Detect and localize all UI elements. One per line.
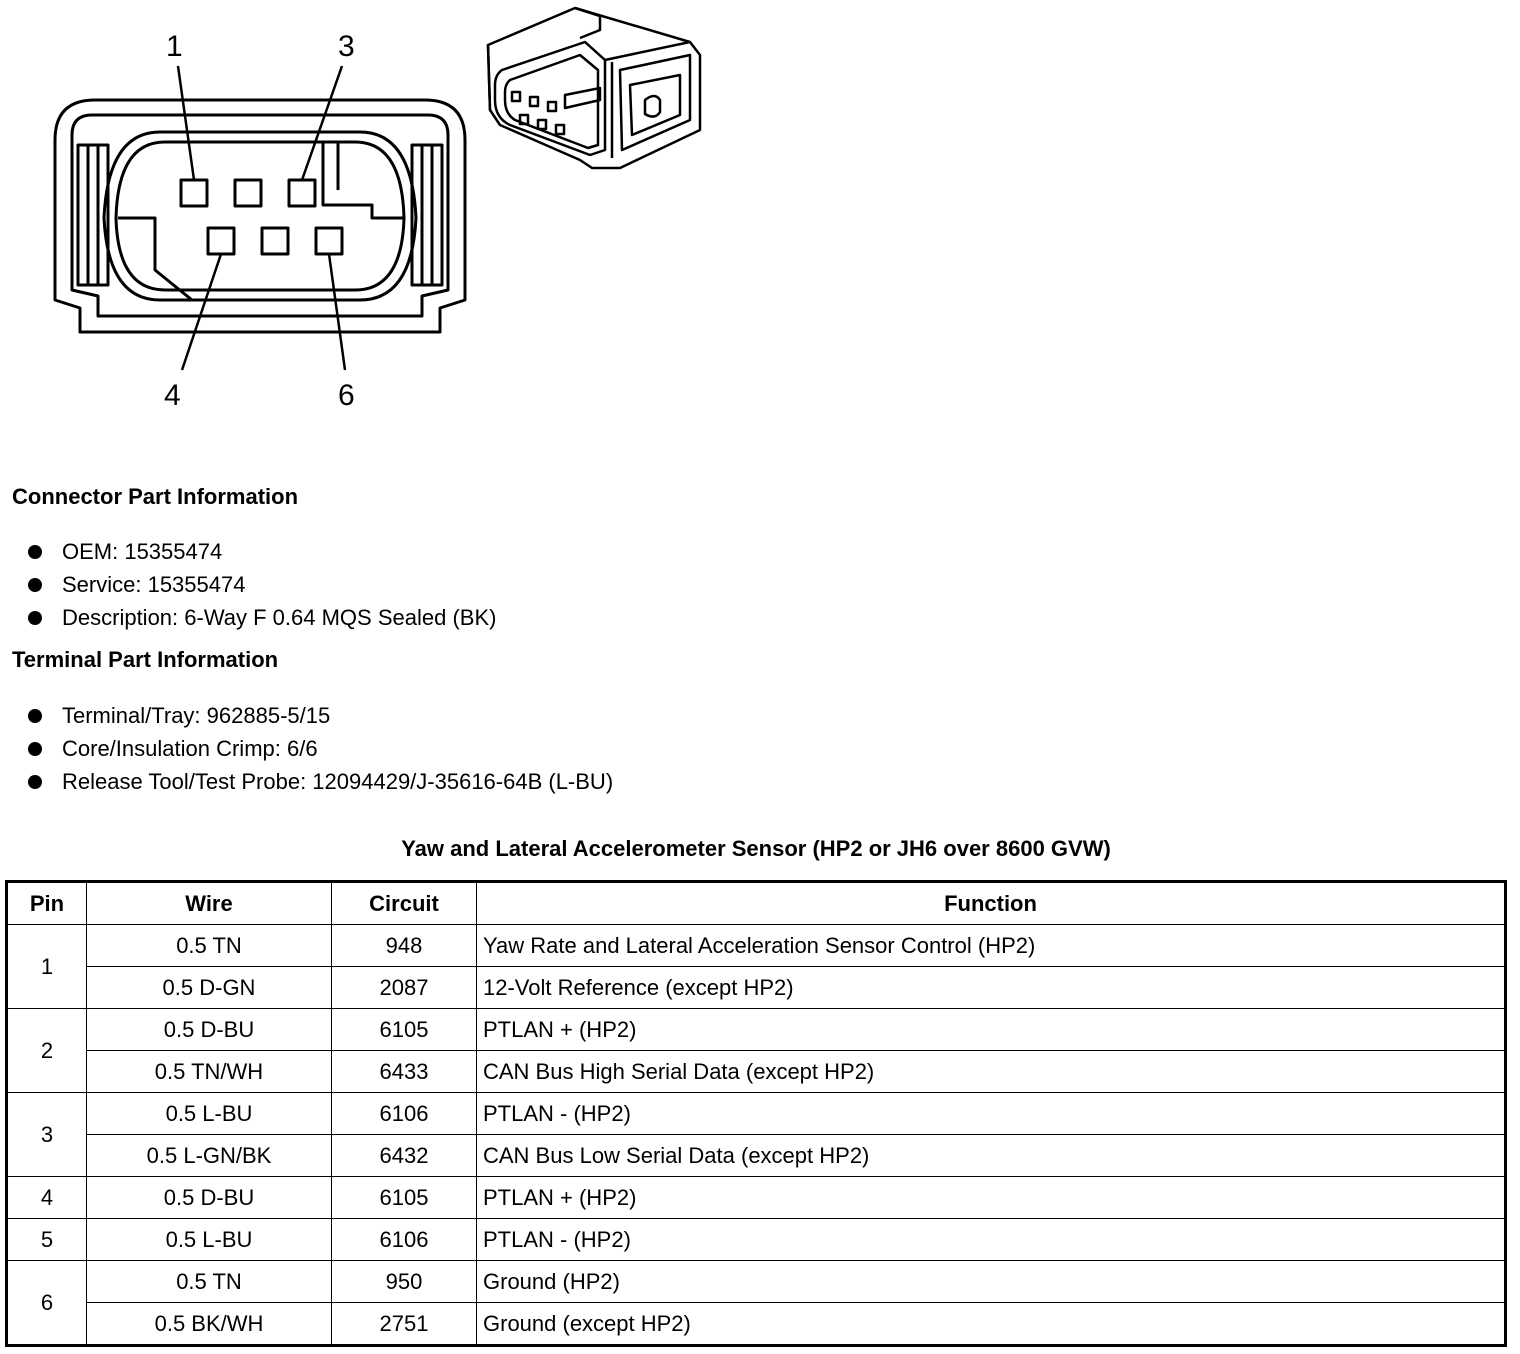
- wire-cell: 0.5 D-BU: [87, 1009, 332, 1051]
- circuit-cell: 6432: [332, 1135, 477, 1177]
- pin-callout-4: 4: [164, 379, 181, 412]
- pin-cell: 2: [7, 1009, 87, 1093]
- header-pin: Pin: [7, 882, 87, 925]
- function-cell: Yaw Rate and Lateral Acceleration Sensor Control (HP2): [477, 925, 1506, 967]
- table-header-row: [7, 882, 1506, 925]
- leader-line-4: [182, 254, 221, 370]
- pin-cell: 6: [7, 1261, 87, 1346]
- function-cell: Ground (HP2): [477, 1261, 1506, 1303]
- list-item: [28, 601, 496, 634]
- wire-cell: 0.5 L-BU: [87, 1093, 332, 1135]
- connector-info-list: [28, 535, 496, 634]
- table-row: [7, 1177, 1506, 1219]
- wire-cell: 0.5 TN: [87, 1261, 332, 1303]
- table-row: [7, 1261, 1506, 1303]
- wire-cell: 0.5 TN/WH: [87, 1051, 332, 1093]
- wire-cell: 0.5 D-GN: [87, 967, 332, 1009]
- connector-diagram: [0, 0, 760, 420]
- bullet-icon: [28, 578, 42, 592]
- list-item: [28, 535, 496, 568]
- function-cell: PTLAN + (HP2): [477, 1009, 1506, 1051]
- table-title: Yaw and Lateral Accelerometer Sensor (HP2 or JH6 over 8600 GVW): [401, 836, 1111, 861]
- pinout-table: [5, 880, 1507, 1347]
- circuit-cell: 6105: [332, 1009, 477, 1051]
- connector-description: Description: 6-Way F 0.64 MQS Sealed (BK): [62, 605, 497, 630]
- header-function: Function: [477, 882, 1506, 925]
- terminal-2: [235, 180, 261, 206]
- pin-callout-6: 6: [338, 379, 355, 412]
- pin-cell: 5: [7, 1219, 87, 1261]
- table-row: [7, 1219, 1506, 1261]
- function-cell: CAN Bus Low Serial Data (except HP2): [477, 1135, 1506, 1177]
- wire-cell: 0.5 BK/WH: [87, 1303, 332, 1346]
- function-cell: Ground (except HP2): [477, 1303, 1506, 1346]
- circuit-cell: 6433: [332, 1051, 477, 1093]
- terminal-info-list: [28, 699, 613, 798]
- function-cell: 12-Volt Reference (except HP2): [477, 967, 1506, 1009]
- function-cell: PTLAN - (HP2): [477, 1093, 1506, 1135]
- circuit-cell: 2751: [332, 1303, 477, 1346]
- terminal-4: [208, 228, 234, 254]
- connector-info-heading: Connector Part Information: [12, 484, 299, 509]
- table-row: [7, 1093, 1506, 1135]
- table-row: [7, 1303, 1506, 1346]
- pin-callout-1: 1: [166, 30, 183, 63]
- circuit-cell: 950: [332, 1261, 477, 1303]
- leader-line-6: [329, 254, 345, 370]
- list-item: [28, 732, 613, 765]
- table-row: [7, 1009, 1506, 1051]
- function-cell: PTLAN + (HP2): [477, 1177, 1506, 1219]
- function-cell: CAN Bus High Serial Data (except HP2): [477, 1051, 1506, 1093]
- circuit-cell: 2087: [332, 967, 477, 1009]
- terminal-1: [181, 180, 207, 206]
- bullet-icon: [28, 709, 42, 723]
- circuit-cell: 6106: [332, 1219, 477, 1261]
- terminal-cavity: [104, 132, 416, 300]
- pin-cell: 1: [7, 925, 87, 1009]
- table-row: [7, 1051, 1506, 1093]
- function-cell: PTLAN - (HP2): [477, 1219, 1506, 1261]
- terminal-3: [289, 180, 315, 206]
- bullet-icon: [28, 742, 42, 756]
- terminal-info-heading: Terminal Part Information: [12, 647, 279, 672]
- pin-callout-3: 3: [338, 30, 355, 63]
- connector-service: Service: 15355474: [62, 572, 246, 597]
- wire-cell: 0.5 TN: [87, 925, 332, 967]
- wire-cell: 0.5 D-BU: [87, 1177, 332, 1219]
- terminal-tray: Terminal/Tray: 962885-5/15: [62, 703, 331, 728]
- terminal-5: [262, 228, 288, 254]
- terminal-crimp: Core/Insulation Crimp: 6/6: [62, 736, 318, 761]
- terminal-6: [316, 228, 342, 254]
- wire-cell: 0.5 L-GN/BK: [87, 1135, 332, 1177]
- terminal-release-tool: Release Tool/Test Probe: 12094429/J-35616-64B (L-BU): [62, 769, 614, 794]
- bullet-icon: [28, 545, 42, 559]
- connector-isometric-view: [488, 8, 700, 168]
- circuit-cell: 948: [332, 925, 477, 967]
- list-item: [28, 699, 613, 732]
- circuit-cell: 6105: [332, 1177, 477, 1219]
- cavity-key-right: [323, 142, 404, 218]
- bullet-icon: [28, 775, 42, 789]
- bullet-icon: [28, 611, 42, 625]
- circuit-cell: 6106: [332, 1093, 477, 1135]
- wire-cell: 0.5 L-BU: [87, 1219, 332, 1261]
- list-item: [28, 765, 613, 798]
- leader-line-1: [178, 66, 194, 180]
- list-item: [28, 568, 496, 601]
- pin-cell: 3: [7, 1093, 87, 1177]
- table-row: [7, 967, 1506, 1009]
- table-row: [7, 925, 1506, 967]
- connector-oem: OEM: 15355474: [62, 539, 223, 564]
- header-circuit: Circuit: [332, 882, 477, 925]
- header-wire: Wire: [87, 882, 332, 925]
- table-row: [7, 1135, 1506, 1177]
- pin-cell: 4: [7, 1177, 87, 1219]
